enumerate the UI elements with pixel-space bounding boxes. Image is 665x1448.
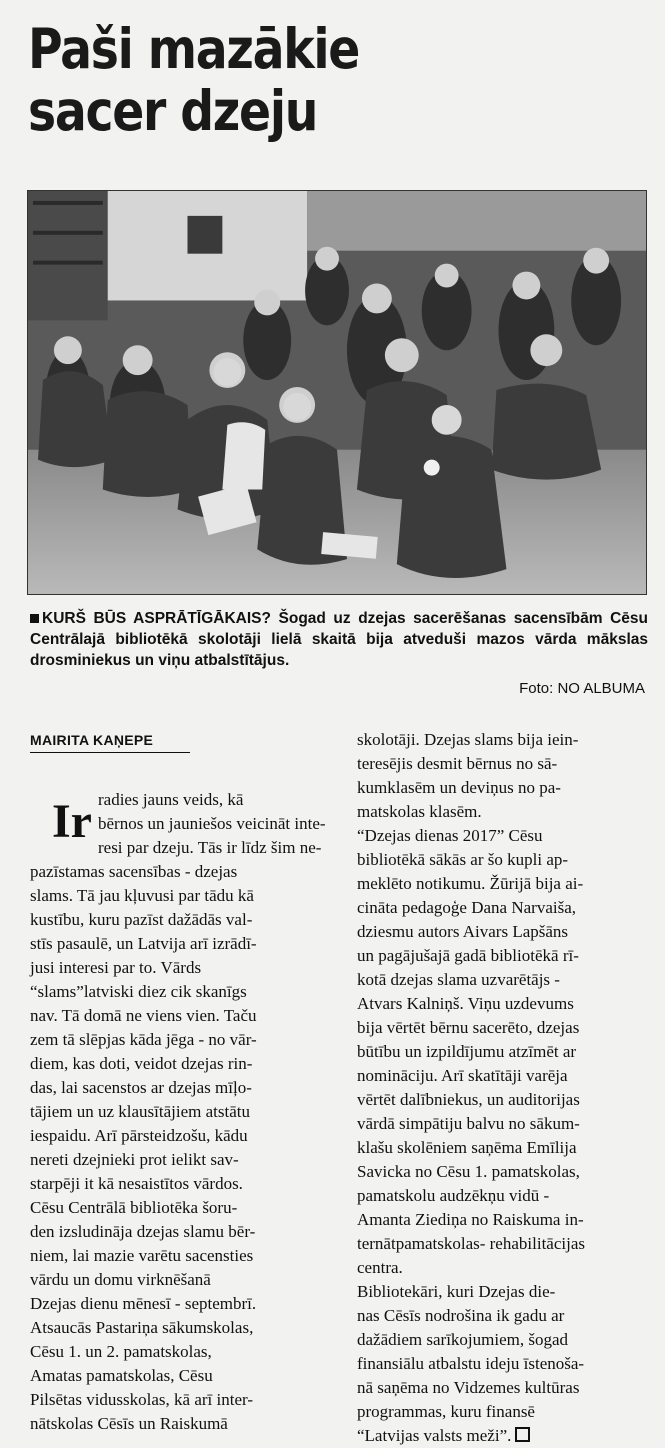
- photo-caption: [30, 608, 648, 671]
- article-column-left: [30, 788, 342, 1436]
- headline-line-2: sacer dzeju: [28, 79, 318, 143]
- author-byline: MAIRITA KAŅEPE: [30, 732, 190, 753]
- article-paragraph-bibliotekari-text: Bibliotekāri, kuri Dzejas die- nas Cēsīs nodrošina ik gadu ar dažādiem sarīkojumiem, šogad finansiālu atbalstu ideju īstenoša- nā saņēma no Vidzemes kultūras programmas, kuru finansē “Latvijas valsts meži”.: [357, 1282, 585, 1445]
- article-photo: [27, 190, 647, 595]
- article-column-right: [357, 728, 657, 1448]
- article-paragraph-dzejas-dienas: “Dzejas dienas 2017” Cēsu bibliotēkā sākās ar šo kupli ap- meklēto notikumu. Žūrijā bija ai- cināta pedagoģe Dana Narvaiša, dziesmu autors Aivars Lapšāns un pagājušajā gadā bibliotēkā rī- kotā dzejas slama uzvarētājs - Atvars Kalniņš. Viņu uzdevums bija vērtēt bērnu sacerēto, dzejas būtību un izpildījumu atzīmēt ar nomināciju. Arī skatītāji varēja vērtēt dalībniekus, un auditorijas vārdā simpātiju balvu no sākum- klašu skolēniem saņēma Emīlija Savicka no Cēsu 1. pamatskolas, pamatskolu audzēkņu vidū - Amanta Ziediņa no Raiskuma in- ternātpamatskolas- rehabilitācijas centra.: [357, 826, 585, 1277]
- article-dropcap: Ir: [52, 795, 92, 848]
- article-left-text: radies jauns veids, kā bērnos un jauniešos veicināt inte- resi par dzeju. Tās ir līdz šim ne- pazīstamas sacensības - dzejas slams. Tā jau kļuvusi par tādu kā kustību, kuru pazīst dažādās val- stīs pasaulē, un Latvija arī izrādī- jusi interesi par to. Vārds “slams”latviski diez cik skanīgs nav. Tā domā ne viens vien. Taču zem tā slēpjas kāda jēga - no vār- diem, kas doti, veidot dzejas rin- das, lai sacenstos ar dzejas mīļo- tājiem un uz klausītājiem atstātu iespaidu. Arī pārsteidzošu, kādu nereti dzejnieki prot ielikt sav- starpēji it kā nesaistītos vārdos. Cēsu Centrālā bibliotēka šoru- den izsludināja dzejas slamu bēr- niem, lai mazie varētu sacensties vārdu un domu virknēšanā Dzejas dienu mēnesī - septembrī. Atsaucās Pastariņa sākumskolas, Cēsu 1. un 2. pamatskolas, Amatas pamatskolas, Cēsu Pilsētas vidusskolas, kā arī inter- nātskolas Cēsīs un Raiskumā: [30, 790, 326, 1433]
- headline-line-1: Paši mazākie: [28, 17, 360, 81]
- caption-bullet-square: [30, 614, 39, 623]
- caption-text: KURŠ BŪS ASPRĀTĪGĀKAIS? Šogad uz dzejas sacerēšanas sacensībām Cēsu Centrālajā bibliotēkā skolotāji lielā skaitā bija atveduši mazos vārda mākslas drosminiekus un viņu atbalstītājus.: [30, 610, 648, 669]
- article-paragraph-continued: skolotāji. Dzejas slams bija iein- teresējis desmit bērnus no sā- kumklasēm un deviņus no pa- matskolas klasēm.: [357, 730, 579, 821]
- photo-credit: Foto: NO ALBUMA: [519, 680, 645, 697]
- photo-children-seated-on-floor: [28, 191, 646, 594]
- headline: [28, 18, 510, 142]
- article-paragraph-bibliotekari: [357, 1280, 657, 1448]
- end-of-article-icon: [515, 1427, 530, 1442]
